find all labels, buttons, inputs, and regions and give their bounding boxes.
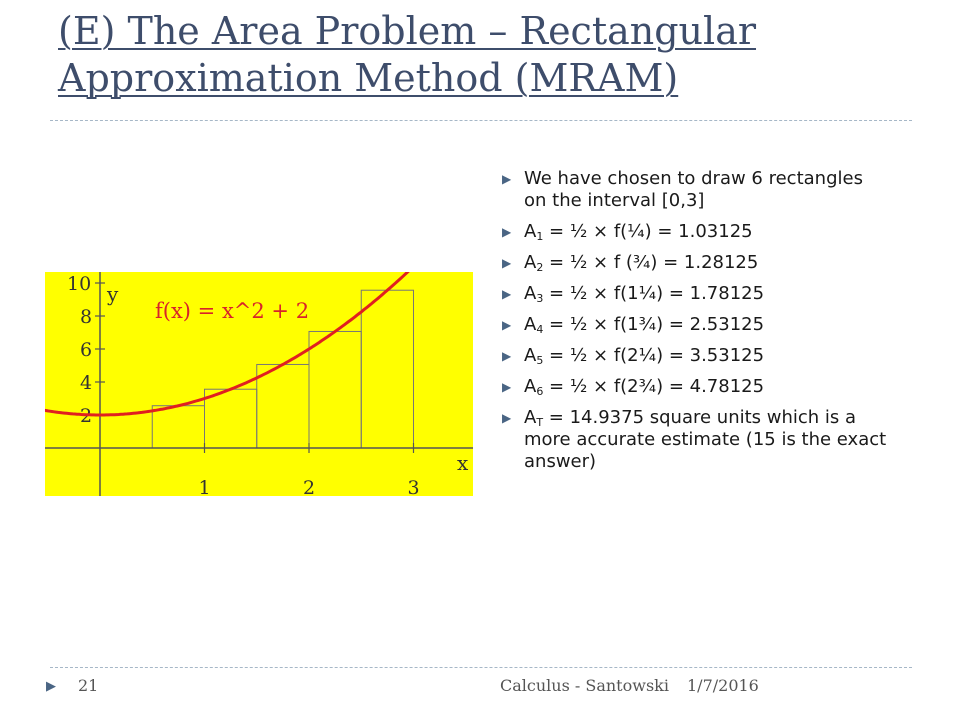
area-symbol: A — [524, 407, 537, 428]
slide-title: (E) The Area Problem – Rectangular Approximation Method (MRAM) — [58, 9, 757, 100]
bullet-item — [498, 376, 888, 398]
area-formula: = ½ × f(2¾) = 4.78125 — [543, 376, 765, 397]
x-tick-label: 3 — [407, 477, 420, 496]
bullet-item — [498, 283, 888, 305]
footer-arrow-icon: ▶ — [46, 678, 56, 693]
bullet-item — [498, 252, 888, 274]
function-chart — [45, 272, 473, 496]
page-number: 21 — [78, 676, 99, 695]
area-formula: = 14.9375 square units which is a more accurate estimate (15 is the exact answer) — [524, 407, 887, 472]
bullet-item — [498, 345, 888, 367]
x-tick-label: 1 — [198, 477, 211, 496]
bullet-text: We have chosen to draw 6 rectangles on the interval [0,3] — [524, 168, 863, 211]
bullet-item — [498, 221, 888, 243]
area-formula: = ½ × f(1¼) = 1.78125 — [543, 283, 765, 304]
area-symbol: A — [524, 314, 537, 335]
bullet-item — [498, 168, 888, 212]
footer-divider — [50, 667, 912, 668]
area-formula: = ½ × f(2¼) = 3.53125 — [543, 345, 765, 366]
bullet-arrow-icon: ▶ — [502, 256, 512, 270]
area-formula: = ½ × f (¾) = 1.28125 — [543, 252, 759, 273]
x-tick-label: 2 — [303, 477, 316, 496]
area-subscript: 2 — [536, 261, 544, 274]
x-axis-label: x — [457, 451, 469, 475]
bullet-item — [498, 314, 888, 336]
area-symbol: A — [524, 376, 537, 397]
area-subscript: 5 — [536, 354, 544, 367]
area-formula: = ½ × f(1¾) = 2.53125 — [543, 314, 765, 335]
bullet-arrow-icon: ▶ — [502, 380, 512, 394]
bullet-arrow-icon: ▶ — [502, 287, 512, 301]
y-tick-label: 6 — [80, 339, 93, 361]
area-symbol: A — [524, 221, 537, 242]
area-formula: = ½ × f(¼) = 1.03125 — [543, 221, 753, 242]
bullet-arrow-icon: ▶ — [502, 411, 512, 425]
bullet-list — [498, 168, 888, 482]
area-symbol: A — [524, 252, 537, 273]
area-symbol: A — [524, 345, 537, 366]
y-tick-label: 4 — [80, 372, 93, 394]
area-subscript: 1 — [536, 230, 544, 243]
bullet-arrow-icon: ▶ — [502, 172, 512, 186]
bullet-arrow-icon: ▶ — [502, 225, 512, 239]
footer-course: Calculus - Santowski — [500, 676, 669, 695]
y-tick-label: 8 — [80, 306, 93, 328]
bullet-arrow-icon: ▶ — [502, 349, 512, 363]
bullet-item — [498, 407, 888, 473]
y-axis-label: y — [107, 282, 119, 306]
bullet-arrow-icon: ▶ — [502, 318, 512, 332]
function-label: f(x) = x^2 + 2 — [155, 299, 310, 323]
y-tick-label: 2 — [80, 405, 93, 427]
area-subscript: T — [536, 416, 544, 429]
title-divider — [50, 120, 912, 121]
area-symbol: A — [524, 283, 537, 304]
area-subscript: 6 — [536, 385, 544, 398]
footer-date: 1/7/2016 — [687, 676, 759, 695]
y-tick-label: 10 — [67, 273, 92, 295]
area-subscript: 4 — [536, 323, 544, 336]
area-subscript: 3 — [536, 292, 544, 305]
